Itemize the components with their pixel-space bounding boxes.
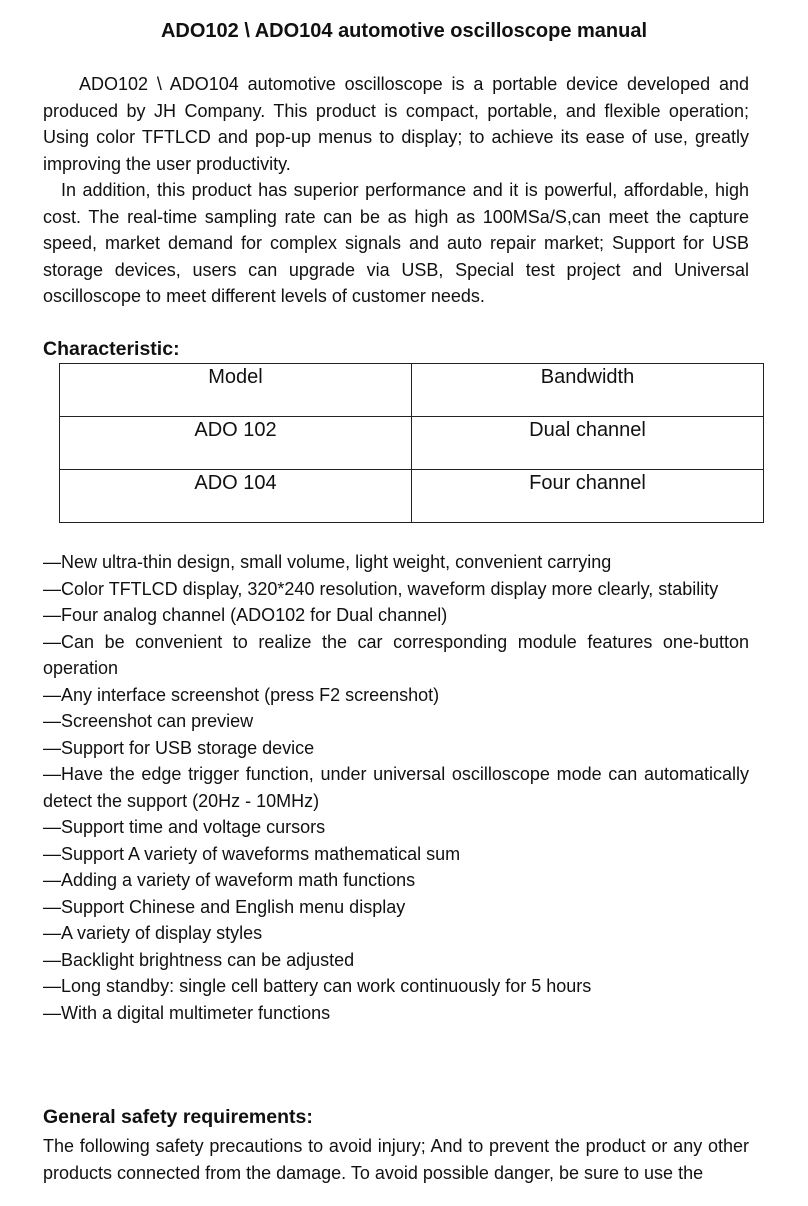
header-bandwidth: Bandwidth — [540, 366, 635, 388]
table-row — [60, 470, 764, 523]
list-item: —Backlight brightness can be adjusted — [43, 949, 355, 970]
table-cell — [60, 417, 412, 470]
list-item: —Long standby: single cell battery can work continuously for 5 hours — [43, 976, 592, 996]
list-item: —Have the edge trigger function, under universal oscilloscope mode can automatically detect the support (20Hz - 10MHz) — [43, 764, 749, 811]
safety-paragraph: The following safety precautions to avoid injury; And to prevent the product or any other products connected from the damage. To avoid possible danger, be sure to use the — [43, 1136, 749, 1183]
table-cell — [412, 417, 764, 470]
list-item: —Any interface screenshot (press F2 screenshot) — [43, 684, 440, 705]
intro-paragraph-2: In addition, this product has superior performance and it is powerful, affordable, high cost. The real-time sampling rate can be as high as 100MSa/S,can meet the capture speed, market demand for complex signals and auto repair market; Support for USB storage devices, users can upgrade via USB, Special test project and Universal oscilloscope to meet different levels of customer needs. — [43, 180, 749, 307]
safety-heading: General safety requirements: — [43, 1106, 313, 1128]
page-title: ADO102 \ ADO104 automotive oscilloscope manual — [160, 20, 648, 42]
list-item: —New ultra-thin design, small volume, light weight, convenient carrying — [43, 552, 612, 572]
table-header-cell — [412, 364, 764, 417]
feature-list — [43, 549, 749, 1026]
characteristic-heading: Characteristic: — [43, 338, 180, 360]
list-item: —Four analog channel (ADO102 for Dual channel) — [43, 605, 448, 625]
table-header-row — [60, 364, 764, 417]
list-item: —Screenshot can preview — [43, 711, 254, 731]
list-item: —Support A variety of waveforms mathematical sum — [43, 843, 461, 864]
list-item: —Support for USB storage device — [43, 737, 315, 758]
cell-model: ADO 104 — [194, 472, 277, 494]
header-model: Model — [208, 366, 263, 388]
list-item: —Color TFTLCD display, 320*240 resolution, waveform display more clearly, stability — [43, 578, 719, 599]
list-item: —A variety of display styles — [43, 923, 263, 943]
table-cell — [412, 470, 764, 523]
table-header-cell — [60, 364, 412, 417]
cell-bandwidth: Dual channel — [529, 419, 646, 441]
cell-bandwidth: Four channel — [529, 472, 646, 494]
cell-model: ADO 102 — [194, 419, 277, 441]
list-item: —Adding a variety of waveform math functions — [43, 870, 416, 890]
characteristic-table — [59, 363, 764, 523]
list-item: —Support time and voltage cursors — [43, 817, 326, 837]
list-item: —Support Chinese and English menu display — [43, 896, 406, 917]
list-item: —Can be convenient to realize the car corresponding module features one-button operation — [43, 631, 749, 678]
table-row — [60, 417, 764, 470]
table-cell — [60, 470, 412, 523]
list-item: —With a digital multimeter functions — [43, 1002, 331, 1023]
intro-paragraph-1: ADO102 \ ADO104 automotive oscilloscope is a portable device developed and produced by JH Company. This product is compact, portable, and flexible operation; Using color TFTLCD and pop-up menus to display; to achieve its ease of use, greatly improving the user productivity. — [43, 74, 749, 174]
